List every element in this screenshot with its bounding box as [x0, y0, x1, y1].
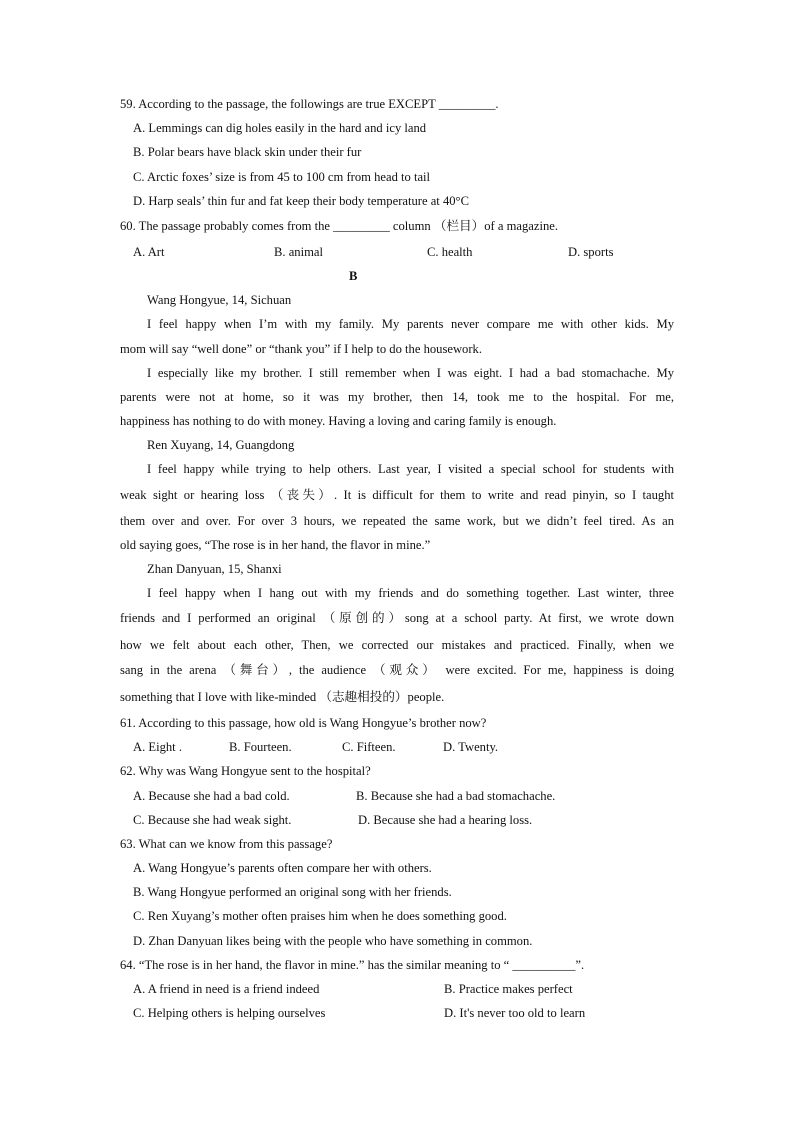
paragraph-line: weak sight or hearing loss （丧失）. It is difficult for them to write and read pinyin, so I taught — [120, 488, 674, 502]
q59-option-c: C. Arctic foxes’ size is from 45 to 100 cm from head to tail — [133, 170, 431, 184]
q59-option-b: B. Polar bears have black skin under their fur — [133, 145, 362, 159]
q63-option-b: B. Wang Hongyue performed an original song with her friends. — [133, 885, 452, 899]
q61-option-a: A. Eight . — [133, 740, 182, 754]
paragraph-line: something that I love with like-minded （志趣相投的）people. — [120, 690, 445, 704]
q60-option-a: A. Art — [133, 245, 165, 259]
q61-option-b: B. Fourteen. — [229, 740, 292, 754]
author-line: Zhan Danyuan, 15, Shanxi — [147, 562, 282, 576]
q59-stem: 59. According to the passage, the followings are true EXCEPT _________. — [120, 97, 499, 111]
q60-option-d: D. sports — [568, 245, 614, 259]
q61-stem: 61. According to this passage, how old is Wang Hongyue’s brother now? — [120, 716, 487, 730]
q59-option-d: D. Harp seals’ thin fur and fat keep their body temperature at 40°C — [133, 194, 469, 208]
q64-stem: 64. “The rose is in her hand, the flavor in mine.” has the similar meaning to “ __________”. — [120, 958, 585, 972]
paragraph-line: I feel happy while trying to help others. Last year, I visited a special school for students with — [147, 462, 674, 476]
q61-option-d: D. Twenty. — [443, 740, 499, 754]
section-heading: B — [349, 269, 358, 283]
q62-option-a: A. Because she had a bad cold. — [133, 789, 290, 803]
q63-option-d: D. Zhan Danyuan likes being with the people who have something in common. — [133, 934, 533, 948]
paragraph-line: sang in the arena （舞台）, the audience （观众） were excited. For me, happiness is doing — [120, 663, 674, 677]
q60-option-b: B. animal — [274, 245, 323, 259]
paragraph-line: old saying goes, “The rose is in her hand, the flavor in mine.” — [120, 538, 431, 552]
paragraph-line: I feel happy when I hang out with my friends and do something together. Last winter, three — [147, 586, 674, 600]
q62-option-b: B. Because she had a bad stomachache. — [356, 789, 556, 803]
paragraph-line: happiness has nothing to do with money. Having a loving and caring family is enough. — [120, 414, 557, 428]
q62-option-d: D. Because she had a hearing loss. — [358, 813, 533, 827]
q62-stem: 62. Why was Wang Hongyue sent to the hospital? — [120, 764, 371, 778]
paragraph-line: them over and over. For over 3 hours, we repeated the same work, but we didn’t feel tired. As an — [120, 514, 674, 528]
q61-option-c: C. Fifteen. — [342, 740, 396, 754]
q62-option-c: C. Because she had weak sight. — [133, 813, 292, 827]
author-line: Ren Xuyang, 14, Guangdong — [147, 438, 295, 452]
q64-option-d: D. It's never too old to learn — [444, 1006, 586, 1020]
paragraph-line: how we felt about each other, Then, we corrected our mistakes and practiced. Finally, when we — [120, 638, 674, 652]
q63-stem: 63. What can we know from this passage? — [120, 837, 333, 851]
paragraph-line: friends and I performed an original （原创的）song at a school party. At first, we wrote down — [120, 611, 674, 625]
q60-option-c: C. health — [427, 245, 473, 259]
q64-option-b: B. Practice makes perfect — [444, 982, 573, 996]
q60-stem: 60. The passage probably comes from the _________ column （栏目）of a magazine. — [120, 219, 558, 233]
q59-option-a: A. Lemmings can dig holes easily in the hard and icy land — [133, 121, 427, 135]
q64-option-c: C. Helping others is helping ourselves — [133, 1006, 326, 1020]
paragraph-line: parents were not at home, so it was my brother, then 14, took me to the hospital. For me, — [120, 390, 674, 404]
paragraph-line: I feel happy when I’m with my family. My parents never compare me with other kids. My — [147, 317, 674, 331]
q63-option-c: C. Ren Xuyang’s mother often praises him when he does something good. — [133, 909, 507, 923]
q63-option-a: A. Wang Hongyue’s parents often compare her with others. — [133, 861, 432, 875]
paragraph-line: mom will say “well done” or “thank you” if I help to do the housework. — [120, 342, 482, 356]
q64-option-a: A. A friend in need is a friend indeed — [133, 982, 320, 996]
author-line: Wang Hongyue, 14, Sichuan — [147, 293, 292, 307]
paragraph-line: I especially like my brother. I still remember when I was eight. I had a bad stomachache. My — [147, 366, 674, 380]
